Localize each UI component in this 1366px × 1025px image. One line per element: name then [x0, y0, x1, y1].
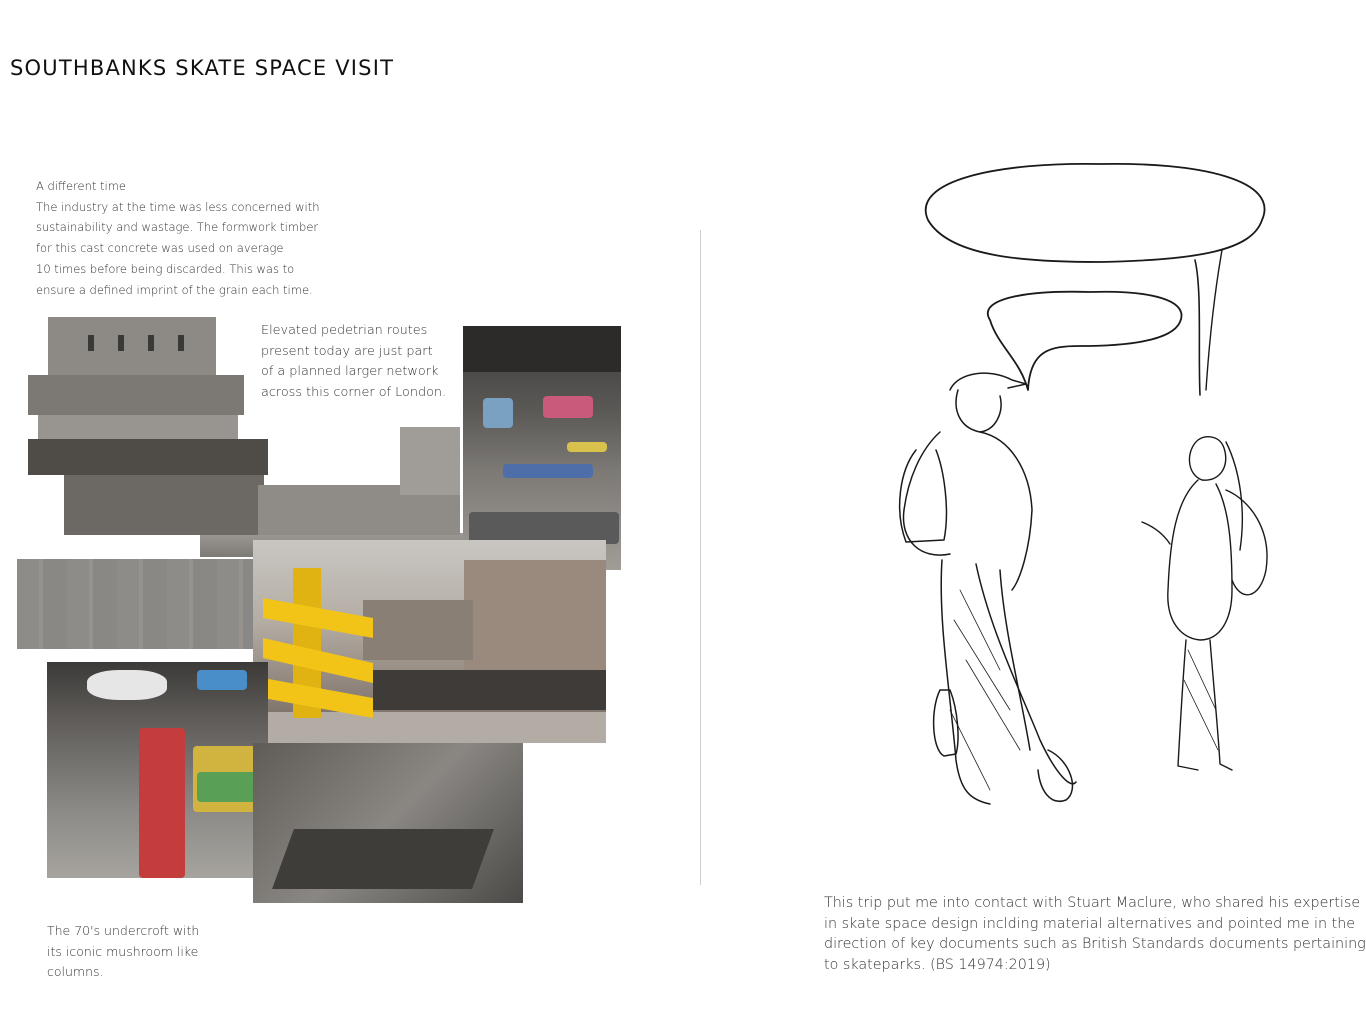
speech-bubble-large: [926, 164, 1265, 262]
intro-line: The industry at the time was less concerned with: [36, 199, 320, 214]
speech-bubble-small: [988, 292, 1182, 390]
brutalist-tower-photo: [28, 315, 460, 535]
southbank-centre-photo: [253, 540, 606, 743]
concrete-wall-photo: [17, 559, 262, 649]
intro-line: sustainability and wastage. The formwork timber: [36, 220, 319, 235]
routes-line: Elevated pedetrian routes: [261, 323, 428, 338]
trip-line: This trip put me into contact with Stuart Maclure, who shared his expertise: [824, 895, 1361, 911]
woman-figure: [1142, 437, 1267, 770]
man-figure: [900, 373, 1076, 804]
undercroft-line: columns.: [47, 964, 104, 980]
page-divider: [700, 230, 701, 885]
skaters-conversation-sketch: [880, 150, 1300, 840]
intro-line: 10 times before being discarded. This was to: [36, 261, 295, 276]
intro-heading: A different time: [36, 179, 127, 193]
undercroft-caption: [47, 921, 199, 983]
trip-line: direction of key documents such as British Standards documents pertaining: [824, 936, 1366, 952]
intro-line: ensure a defined imprint of the grain each time.: [36, 282, 313, 297]
routes-line: of a planned larger network: [261, 364, 439, 380]
skate-undercroft-photo: [463, 326, 621, 570]
trip-caption: [824, 893, 1366, 975]
undercroft-line: its iconic mushroom like: [47, 943, 199, 959]
routes-line: present today are just part: [261, 343, 433, 359]
graffiti-undercroft-photo: [47, 662, 268, 878]
intro-line: for this cast concrete was used on average: [36, 241, 284, 256]
routes-line: across this corner of London.: [261, 384, 447, 400]
concrete-soffit-photo: [253, 743, 523, 903]
trip-line: to skateparks. (BS 14974:2019): [824, 956, 1051, 973]
intro-paragraph: [36, 176, 319, 300]
undercroft-line: The 70's undercroft with: [47, 923, 200, 938]
trip-line: in skate space design inclding material alternatives and pointed me in the: [824, 915, 1356, 932]
page-title: SOUTHBANKS SKATE SPACE VISIT: [10, 56, 395, 80]
